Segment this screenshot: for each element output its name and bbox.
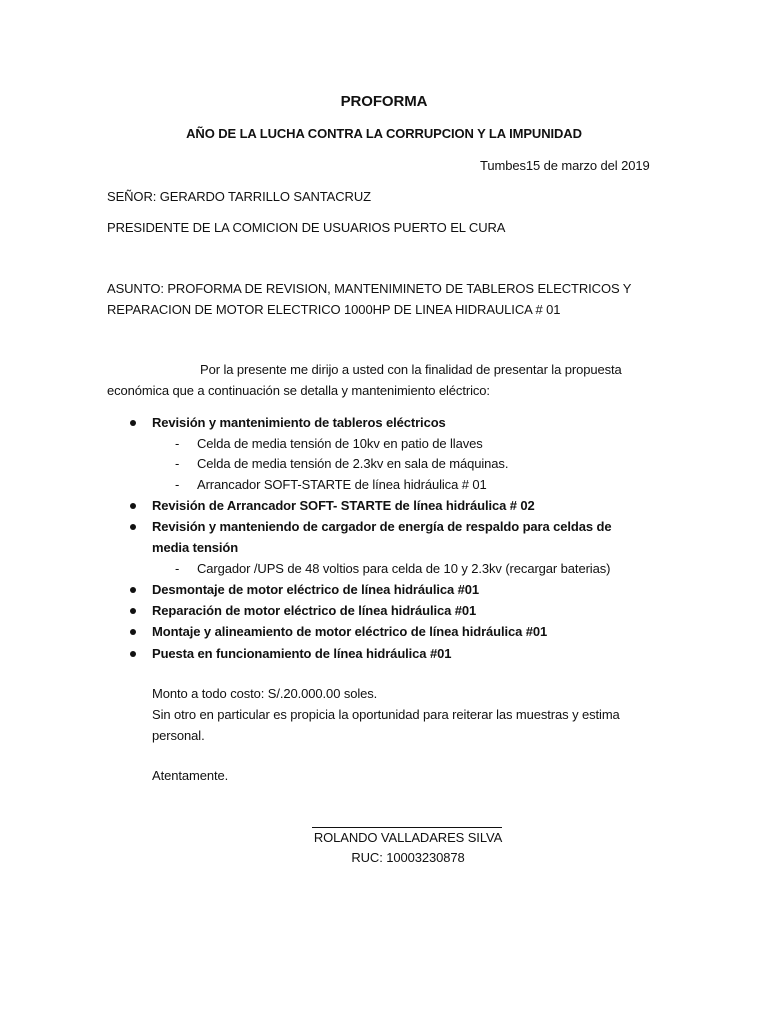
bullet-dot-icon <box>130 420 136 426</box>
recipient-name: SEÑOR: GERARDO TARRILLO SANTACRUZ <box>107 189 371 204</box>
list-item-label: Revisión de Arrancador SOFT- STARTE de línea hidráulica # 02 <box>152 498 535 513</box>
subject-line-2: REPARACION DE MOTOR ELECTRICO 1000HP DE LINEA HIDRAULICA # 01 <box>107 302 561 317</box>
bullet-dot-icon <box>130 651 136 657</box>
bullet-dot-icon <box>130 629 136 635</box>
dash-icon: - <box>175 477 180 492</box>
list-item-label: Reparación de motor eléctrico de línea hidráulica #01 <box>152 603 477 618</box>
amount-text: Monto a todo costo: S/.20.000.00 soles. <box>152 686 378 701</box>
bullet-dot-icon <box>130 524 136 530</box>
dash-icon: - <box>175 561 180 576</box>
intro-line-1: Por la presente me dirijo a usted con la finalidad de presentar la propuesta <box>200 362 622 377</box>
document-title: PROFORMA <box>340 93 428 110</box>
regards-text: Atentamente. <box>152 768 229 783</box>
signature-line <box>312 827 502 828</box>
intro-line-2: económica que a continuación se detalla y mantenimiento eléctrico: <box>107 383 490 398</box>
subject-line-1: ASUNTO: PROFORMA DE REVISION, MANTENIMINETO DE TABLEROS ELECTRICOS Y <box>107 281 632 296</box>
document-date: Tumbes15 de marzo del 2019 <box>480 158 650 173</box>
list-subitem: Arrancador SOFT-STARTE de línea hidráulica # 01 <box>197 477 487 492</box>
list-subitem: Celda de media tensión de 10kv en patio de llaves <box>197 436 483 451</box>
list-item-label-line-2: media tensión <box>152 540 239 555</box>
list-item-label: Desmontaje de motor eléctrico de línea hidráulica #01 <box>152 582 480 597</box>
recipient-title: PRESIDENTE DE LA COMICION DE USUARIOS PUERTO EL CURA <box>107 220 506 235</box>
bullet-dot-icon <box>130 587 136 593</box>
signer-ruc: RUC: 10003230878 <box>351 850 465 865</box>
year-motto: AÑO DE LA LUCHA CONTRA LA CORRUPCION Y LA IMPUNIDAD <box>186 126 582 141</box>
bullet-dot-icon <box>130 608 136 614</box>
list-item-label: Montaje y alineamiento de motor eléctrico de línea hidráulica #01 <box>152 624 548 639</box>
closing-line-2: personal. <box>152 728 205 743</box>
bullet-dot-icon <box>130 503 136 509</box>
closing-line-1: Sin otro en particular es propicia la oportunidad para reiterar las muestras y estima <box>152 707 620 722</box>
list-subitem: Cargador /UPS de 48 voltios para celda de 10 y 2.3kv (recargar baterias) <box>197 561 611 576</box>
dash-icon: - <box>175 436 180 451</box>
list-item-label: Revisión y mantenimiento de tableros eléctricos <box>152 415 446 430</box>
list-subitem: Celda de media tensión de 2.3kv en sala de máquinas. <box>197 456 509 471</box>
signer-name: ROLANDO VALLADARES SILVA <box>313 830 503 845</box>
list-item-label-line-1: Revisión y manteniendo de cargador de energía de respaldo para celdas de <box>152 519 612 534</box>
list-item-label: Puesta en funcionamiento de línea hidráulica #01 <box>152 646 452 661</box>
dash-icon: - <box>175 456 180 471</box>
